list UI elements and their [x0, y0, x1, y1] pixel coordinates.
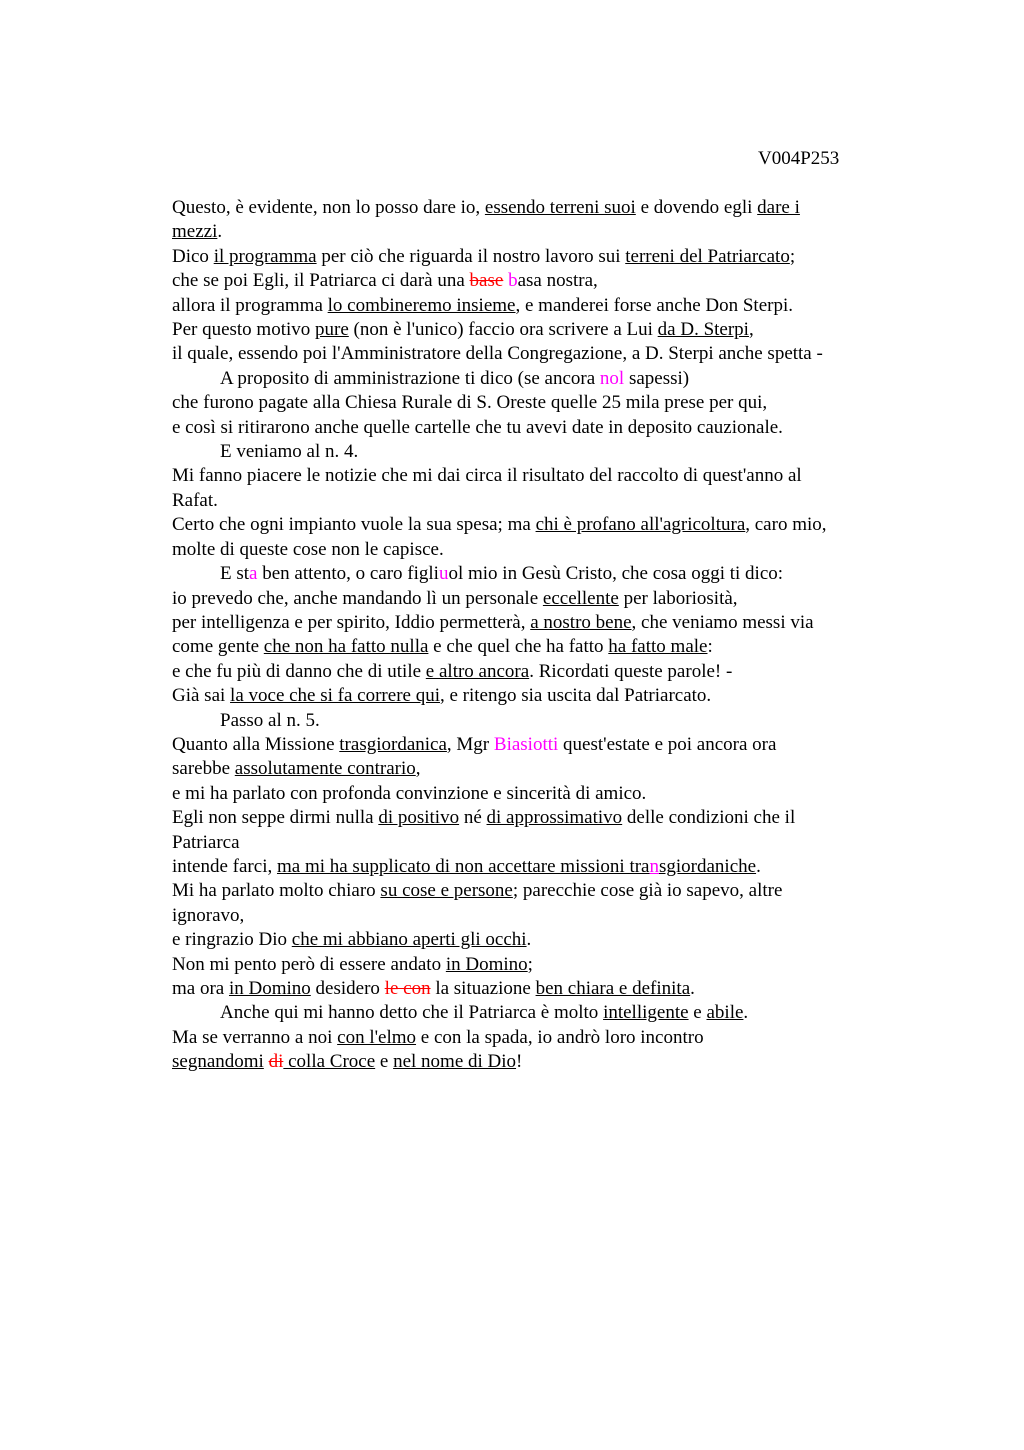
underlined-text: il programma	[213, 245, 317, 267]
correction-text: Biasiotti	[493, 733, 559, 755]
text-segment: e dovendo egli	[635, 197, 758, 218]
text-segment: quest'estate e poi ancora ora	[558, 733, 777, 755]
text-line	[172, 733, 892, 757]
text-segment: ; parecchie cose già io sapevo, altre	[512, 880, 783, 902]
underlined-text: essendo terreni suoi	[484, 197, 636, 218]
text-line	[172, 587, 892, 611]
underlined-text: trasgiordanica	[339, 733, 447, 755]
text-segment: Passo al n. 5.	[220, 709, 320, 731]
underlined-text: pure	[315, 319, 349, 341]
underlined-text: intelligente	[603, 1002, 689, 1024]
underlined-text: dare i	[757, 197, 800, 218]
underlined-text: a nostro bene	[530, 611, 632, 633]
text-segment: asa nostra,	[517, 270, 598, 292]
deleted-text: di	[268, 1051, 284, 1073]
text-segment: , che veniamo messi via	[631, 611, 814, 633]
text-line	[172, 977, 892, 1001]
text-segment: ignoravo,	[172, 904, 245, 926]
underlined-text: da D. Sterpi	[657, 319, 749, 341]
text-line	[172, 806, 892, 830]
text-segment: (non è l'unico) faccio ora scrivere a Lui	[348, 319, 658, 341]
underlined-text: assolutamente contrario	[234, 758, 416, 780]
text-segment: Quanto alla Missione	[172, 733, 340, 755]
underlined-text: che mi abbiano aperti gli occhi	[291, 929, 527, 951]
text-line	[172, 904, 892, 928]
underlined-text: ben chiara e definita	[535, 978, 691, 999]
text-segment: A proposito di amministrazione ti dico (se ancora	[220, 367, 600, 389]
underlined-text: terreni del Patriarcato	[625, 245, 790, 267]
text-line	[172, 1050, 892, 1074]
underlined-text: con l'elmo	[337, 1026, 417, 1048]
text-line	[172, 757, 892, 781]
text-line	[172, 220, 892, 244]
text-line	[172, 489, 892, 513]
text-segment: ben attento, o caro figli	[257, 563, 439, 585]
text-line	[172, 635, 892, 659]
text-segment: .	[743, 1002, 749, 1024]
underlined-text: eccellente	[542, 587, 619, 609]
text-segment: ,	[748, 319, 754, 341]
text-segment: e con la spada, io andrò loro incontro	[416, 1026, 704, 1048]
text-segment: né	[459, 807, 487, 829]
text-segment: Dico	[172, 245, 214, 267]
text-segment: Mi fanno piacere le notizie che mi dai circa il risultato del raccolto di quest'anno al	[172, 465, 802, 487]
text-line	[172, 953, 892, 977]
text-segment: che se poi Egli, il Patriarca ci darà una	[172, 270, 470, 292]
text-segment: il quale, essendo poi l'Amministratore della Congregazione, a D. Sterpi anche spetta -	[172, 343, 823, 365]
text-segment: e	[375, 1051, 394, 1073]
underlined-text: e altro ancora	[425, 660, 530, 682]
text-line	[172, 660, 892, 684]
text-line	[172, 318, 892, 342]
text-line	[172, 879, 892, 903]
text-segment: Egli non seppe dirmi nulla	[172, 807, 379, 829]
text-line	[172, 928, 892, 952]
text-segment: e che fu più di danno che di utile	[172, 660, 426, 682]
text-segment: e così si ritirarono anche quelle cartelle che tu avevi date in deposito cauzionale.	[172, 416, 783, 438]
underlined-text: la voce che si fa correre qui	[230, 685, 440, 707]
underlined-text: mezzi	[172, 221, 218, 243]
underlined-text: segnandomi	[172, 1051, 264, 1073]
text-line	[172, 269, 892, 293]
text-segment: ;	[527, 953, 533, 975]
text-segment: Patriarca	[172, 831, 240, 853]
text-segment: per ciò che riguarda il nostro lavoro sui	[316, 245, 626, 267]
underlined-text: nel nome di Dio	[393, 1051, 517, 1073]
underlined-text: di approssimativo	[486, 807, 623, 829]
text-segment: .	[217, 221, 223, 243]
text-line	[172, 684, 892, 708]
text-line	[172, 391, 892, 415]
text-line	[172, 440, 892, 464]
text-segment: e mi ha parlato con profonda convinzione e sincerità di amico.	[172, 782, 647, 804]
underlined-text: in Domino	[228, 978, 311, 999]
text-segment: per intelligenza e per spirito, Iddio permetterà,	[172, 611, 531, 633]
text-segment: ;	[789, 245, 796, 267]
text-segment: Certo che ogni impianto vuole la sua spesa; ma	[172, 514, 536, 536]
text-segment: .	[690, 978, 695, 999]
text-segment: che furono pagate alla Chiesa Rurale di S. Oreste quelle 25 mila prese per qui,	[172, 392, 768, 414]
text-segment: la situazione	[430, 978, 536, 999]
underlined-text: colla Croce	[283, 1051, 376, 1073]
text-line	[172, 709, 892, 733]
text-line	[172, 782, 892, 806]
text-line	[172, 464, 892, 488]
text-line	[172, 1001, 892, 1025]
text-line	[172, 1026, 892, 1050]
text-segment: come gente	[172, 636, 264, 658]
underlined-text: sgiordaniche	[659, 855, 757, 877]
text-line	[172, 611, 892, 635]
correction-text: nol	[599, 367, 625, 389]
text-segment: e	[688, 1002, 707, 1024]
text-segment: , e ritengo sia uscita dal Patriarcato.	[439, 685, 712, 707]
text-segment: , Mgr	[446, 733, 494, 755]
text-segment: Questo, è evidente, non lo posso dare io,	[172, 197, 485, 218]
text-segment: delle condizioni che il	[622, 807, 796, 829]
correction-text: u	[438, 563, 449, 585]
underlined-text: di positivo	[378, 807, 460, 829]
underlined-text: n	[649, 855, 659, 877]
text-segment: !	[516, 1051, 523, 1073]
text-line	[172, 342, 892, 366]
text-line	[172, 196, 892, 220]
correction-text: a	[249, 563, 258, 585]
text-segment: io prevedo che, anche mandando lì un personale	[172, 587, 543, 609]
text-segment: desidero	[310, 978, 385, 999]
text-line	[172, 513, 892, 537]
text-segment: , caro mio,	[745, 514, 827, 536]
letter-body	[172, 196, 892, 1075]
deleted-text: le con	[384, 978, 431, 999]
text-segment: e che quel che ha fatto	[428, 636, 609, 658]
text-segment: allora il programma	[172, 294, 328, 316]
underlined-text: che non ha fatto nulla	[263, 636, 429, 658]
text-segment: E veniamo al n. 4.	[220, 441, 359, 463]
underlined-text: ma mi ha supplicato di non accettare missioni tra	[276, 855, 650, 877]
text-segment: Già sai	[172, 685, 231, 707]
text-line	[172, 367, 892, 391]
text-segment: , e manderei forse anche Don Sterpi.	[515, 294, 793, 316]
text-segment: ol mio in Gesù Cristo, che cosa oggi ti dico:	[448, 563, 784, 585]
underlined-text: in Domino	[445, 953, 528, 975]
text-line	[172, 855, 892, 879]
text-segment: e ringrazio Dio	[172, 929, 292, 951]
underlined-text: lo combineremo insieme	[327, 294, 516, 316]
underlined-text: abile	[706, 1002, 744, 1024]
deleted-text: base	[469, 270, 504, 292]
underlined-text: ha fatto male	[608, 636, 708, 658]
text-segment: Per questo motivo	[172, 319, 316, 341]
text-segment: intende farci,	[172, 855, 277, 877]
text-segment: Mi ha parlato molto chiaro	[172, 880, 381, 902]
text-segment: Anche qui mi hanno detto che il Patriarca è molto	[220, 1002, 604, 1024]
text-segment: . Ricordati queste parole! -	[529, 660, 733, 682]
text-segment: Rafat.	[172, 489, 218, 511]
correction-text: b	[508, 270, 518, 292]
text-segment: Ma se verranno a noi	[172, 1026, 338, 1048]
text-line	[172, 538, 892, 562]
text-segment: Non mi pento però di essere andato	[172, 953, 446, 975]
text-segment: ma ora	[172, 978, 229, 999]
underlined-text: chi è profano all'agricoltura	[535, 514, 746, 536]
text-line	[172, 562, 892, 586]
text-segment: .	[756, 855, 761, 877]
text-segment: sapessi)	[624, 367, 690, 389]
text-line	[172, 416, 892, 440]
text-segment: E st	[220, 563, 250, 585]
text-segment: sarebbe	[172, 758, 235, 780]
text-segment: :	[707, 636, 713, 658]
text-line	[172, 831, 892, 855]
page-identifier: V004P253	[758, 148, 840, 169]
underlined-text: su cose e persone	[380, 880, 513, 902]
text-line	[172, 294, 892, 318]
text-segment: molte di queste cose non le capisce.	[172, 538, 444, 560]
text-segment: per laboriosità,	[618, 587, 738, 609]
text-segment: .	[526, 929, 532, 951]
text-segment: ,	[415, 758, 421, 780]
text-line	[172, 245, 892, 269]
